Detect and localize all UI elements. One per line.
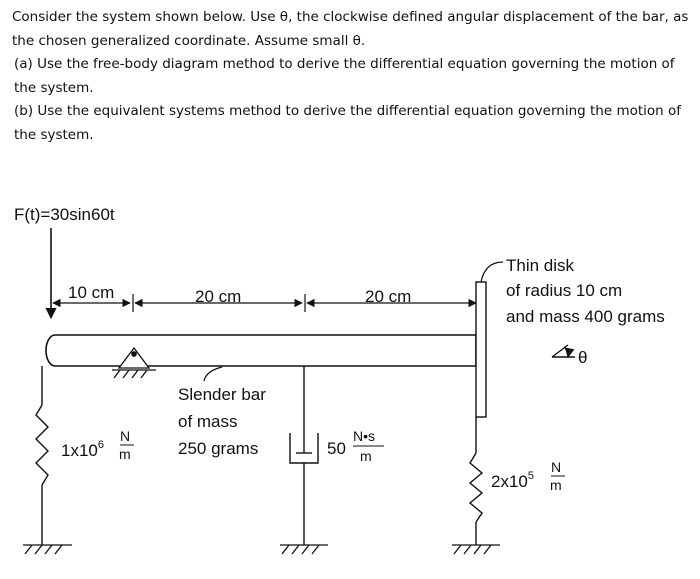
- bar-label-line3: 250 grams: [178, 439, 259, 458]
- spring-left-unit-den: m: [119, 446, 131, 462]
- problem-intro: Consider the system shown below. Use θ, the clockwise defined angular displacement of the bar, as the chosen generalized coordinate. Assume small θ.: [12, 9, 689, 49]
- dimension-label-3: 20 cm: [365, 287, 412, 306]
- spring-left-unit-num: N: [120, 428, 131, 444]
- damper-unit-num: N•s: [353, 428, 376, 444]
- disk-label-leader: [481, 262, 503, 282]
- dimension-line: [53, 294, 476, 312]
- disk-label-line3: and mass 400 grams: [506, 307, 665, 326]
- bar-label-line2: of mass: [178, 412, 238, 431]
- spring-left-coef: $1x10^6$: [61, 439, 104, 460]
- problem-part-b: (b) Use the equivalent systems method to derive the differential equation governing the motion of the system.: [14, 103, 682, 143]
- disk-label-line2: of radius 10 cm: [506, 281, 623, 300]
- ground-left: [23, 545, 72, 554]
- spring-right-unit-num: N: [551, 459, 562, 475]
- problem-part-a: (a) Use the free-body diagram method to derive the differential equation governing the motion of the system.: [14, 56, 675, 96]
- spring-right: [470, 417, 482, 545]
- slender-bar: [46, 335, 476, 366]
- spring-right-unit-den: m: [550, 477, 562, 493]
- dimension-label-1: 10 cm: [68, 283, 115, 302]
- disk-label-line1: Thin disk: [506, 256, 575, 275]
- theta-indicator: [552, 345, 575, 357]
- theta-label: θ: [578, 348, 588, 367]
- thin-disk: [476, 282, 486, 417]
- force-label: F(t)=30sin60t: [14, 205, 115, 224]
- bar-label-leader: [204, 367, 222, 381]
- spring-right-coef: $2x10^5$: [491, 470, 534, 491]
- damper: [290, 366, 318, 545]
- spring-left: [36, 366, 48, 545]
- bar-label-line1: Slender bar: [178, 385, 266, 404]
- damper-unit-den: m: [360, 448, 372, 464]
- damper-coef: 50: [327, 439, 346, 458]
- ground-right: [452, 545, 500, 554]
- dimension-label-2: 20 cm: [195, 287, 242, 306]
- ground-center: [280, 545, 328, 554]
